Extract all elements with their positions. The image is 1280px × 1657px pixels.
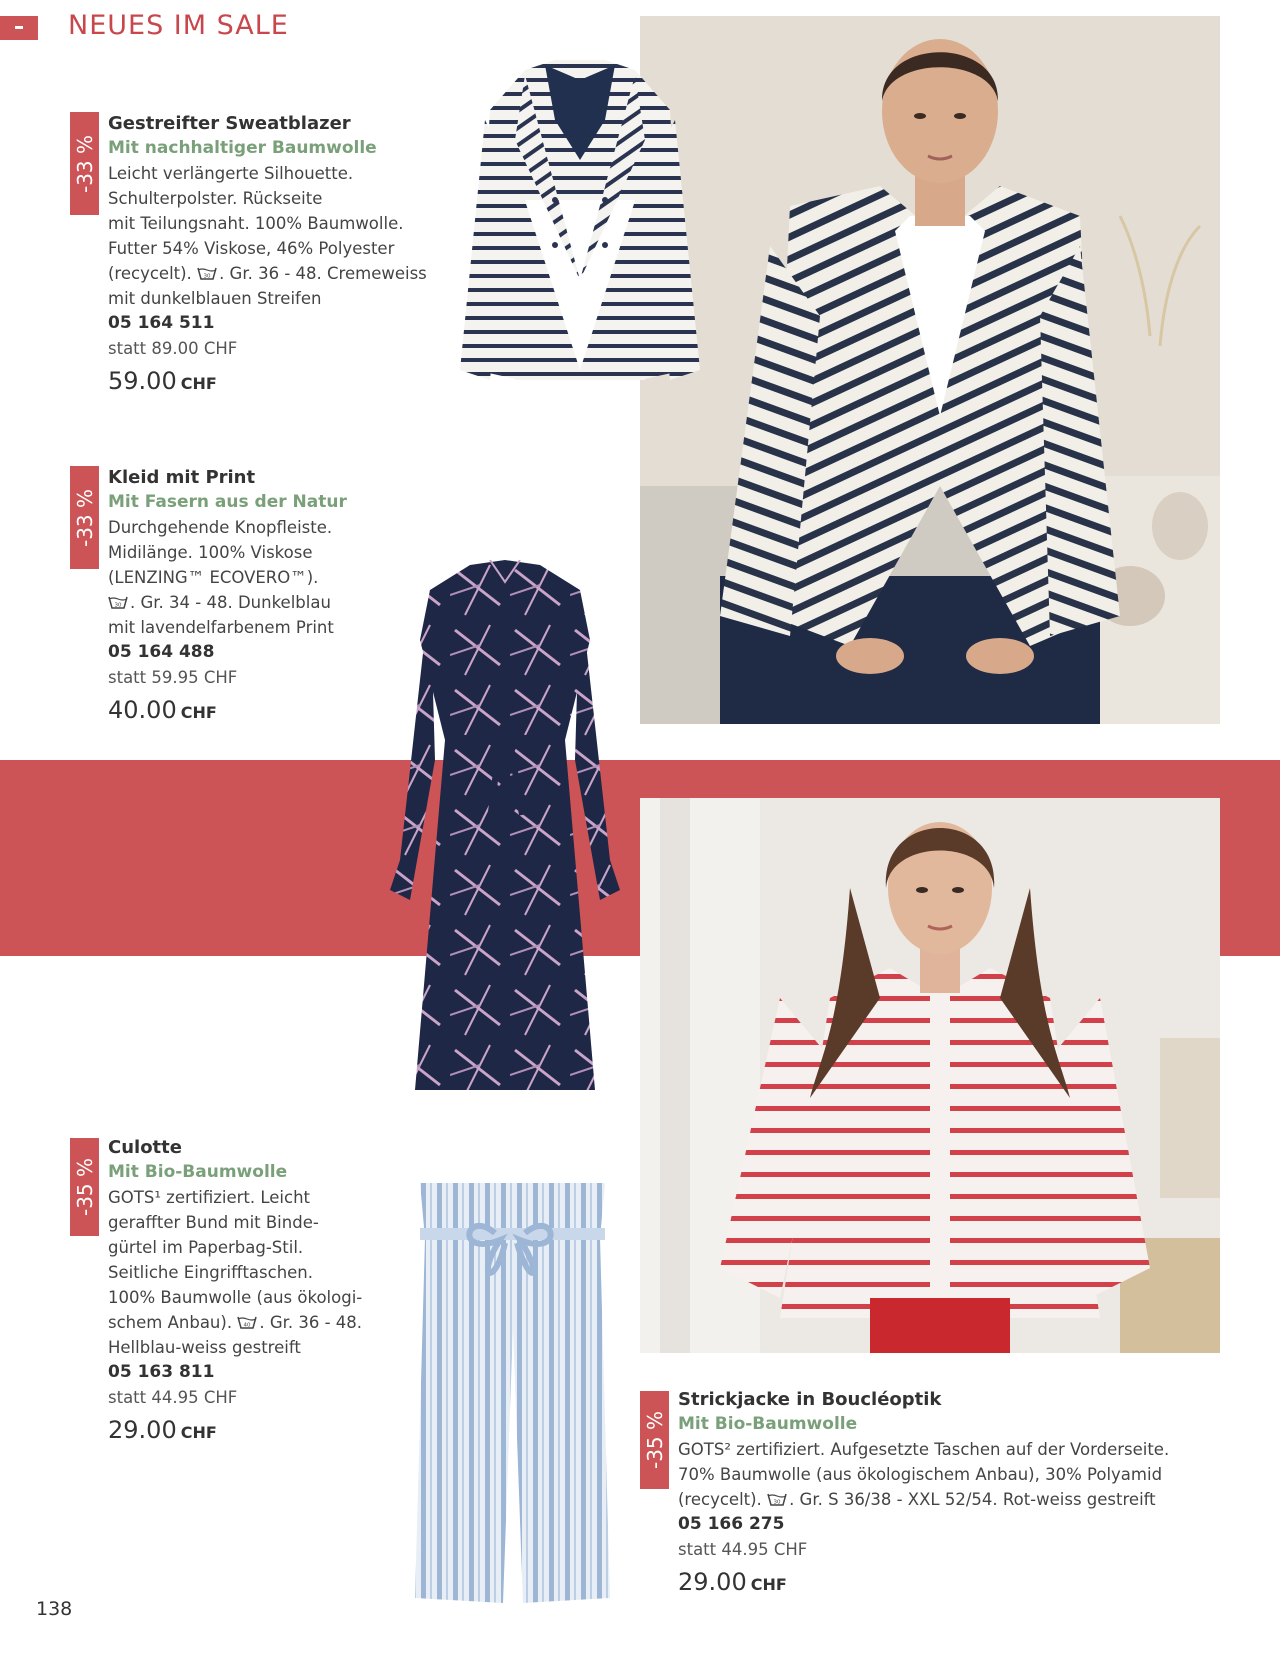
svg-text:30: 30 — [203, 273, 211, 280]
product-image-culotte[interactable] — [405, 1178, 620, 1608]
page-title: NEUES IM SALE — [68, 10, 289, 41]
product-culotte — [108, 1135, 408, 1449]
product-description-line: GOTS¹ zertifiziert. Leicht — [108, 1188, 311, 1207]
old-price: statt 44.95 CHF — [108, 1388, 238, 1407]
article-number: 05 166 275 — [678, 1514, 785, 1534]
product-subtitle: Mit Bio-Baumwolle — [678, 1414, 858, 1434]
product-image-sweatblazer[interactable] — [455, 50, 705, 405]
product-description-line: 30 . Gr. 34 - 48. Dunkelblau — [108, 590, 408, 615]
product-title: Kleid mit Print — [108, 467, 256, 488]
sale-price: 29.00 CHF — [108, 1416, 217, 1444]
product-description-line: (LENZING™ ECOVERO™). — [108, 568, 319, 587]
product-strickjacke — [678, 1387, 1218, 1601]
product-description-line: Durchgehende Knopfleiste. — [108, 518, 333, 537]
product-description-line: (recycelt). 30 . Gr. S 36/38 - XXL 52/54. Rot-weiss gestreift — [678, 1490, 1156, 1509]
wash-40-icon — [237, 1315, 257, 1330]
section-tab-marker — [0, 16, 38, 40]
product-description-line: geraffter Bund mit Binde- — [108, 1213, 319, 1232]
svg-text:30: 30 — [114, 602, 122, 609]
model-photo-sweatblazer — [640, 16, 1220, 724]
article-number: 05 164 511 — [108, 313, 215, 333]
old-price: statt 89.00 CHF — [108, 339, 238, 358]
page-number: 138 — [36, 1598, 73, 1620]
old-price: statt 44.95 CHF — [678, 1540, 808, 1559]
product-description-line: Hellblau-weiss gestreift — [108, 1338, 301, 1357]
product-sweatblazer — [108, 111, 448, 400]
wash-30-icon — [108, 595, 128, 610]
product-subtitle: Mit Bio-Baumwolle — [108, 1162, 288, 1182]
product-description-line: Schulterpolster. Rückseite — [108, 189, 323, 208]
product-description-line: Seitliche Eingrifftaschen. — [108, 1263, 314, 1282]
product-description-line: (recycelt). 30 . Gr. 36 - 48. Cremeweiss — [108, 264, 427, 283]
discount-badge-culotte: -35 % — [70, 1138, 99, 1236]
product-image-kleid[interactable] — [390, 560, 620, 1115]
product-title: Strickjacke in Boucléoptik — [678, 1389, 942, 1410]
discount-badge-kleid: -33 % — [70, 466, 99, 569]
discount-badge-strickjacke: -35 % — [640, 1391, 669, 1489]
product-description-line: mit lavendelfarbenem Print — [108, 618, 334, 637]
old-price: statt 59.95 CHF — [108, 668, 238, 687]
product-kleid — [108, 465, 408, 729]
svg-text:30: 30 — [773, 1499, 781, 1506]
model-photo-strickjacke — [640, 798, 1220, 1353]
discount-badge-sweatblazer: -33 % — [70, 112, 99, 215]
article-number: 05 163 811 — [108, 1362, 215, 1382]
sale-price: 40.00 CHF — [108, 696, 217, 724]
product-description-line: Futter 54% Viskose, 46% Polyester — [108, 239, 395, 258]
article-number: 05 164 488 — [108, 642, 215, 662]
product-title: Culotte — [108, 1137, 182, 1158]
wash-30-icon — [197, 266, 217, 281]
product-description-line: gürtel im Paperbag-Stil. — [108, 1238, 304, 1257]
sale-price: 59.00 CHF — [108, 367, 217, 395]
product-subtitle: Mit Fasern aus der Natur — [108, 492, 347, 512]
product-subtitle: Mit nachhaltiger Baumwolle — [108, 138, 377, 158]
product-title: Gestreifter Sweatblazer — [108, 113, 351, 134]
sale-price: 29.00 CHF — [678, 1568, 787, 1596]
product-description-line: Leicht verlängerte Silhouette. — [108, 164, 354, 183]
product-description-line: 70% Baumwolle (aus ökologischem Anbau), 30% Polyamid — [678, 1465, 1163, 1484]
product-description-line: schem Anbau). 40 . Gr. 36 - 48. — [108, 1313, 363, 1332]
product-description-line: mit dunkelblauen Streifen — [108, 289, 322, 308]
product-description-line: mit Teilungsnaht. 100% Baumwolle. — [108, 214, 404, 233]
wash-30-icon — [767, 1492, 787, 1507]
product-description-line: GOTS² zertifiziert. Aufgesetzte Taschen auf der Vorderseite. — [678, 1440, 1170, 1459]
svg-text:40: 40 — [243, 1322, 251, 1329]
product-description-line: 100% Baumwolle (aus ökologi- — [108, 1288, 363, 1307]
product-description-line: Midilänge. 100% Viskose — [108, 543, 313, 562]
